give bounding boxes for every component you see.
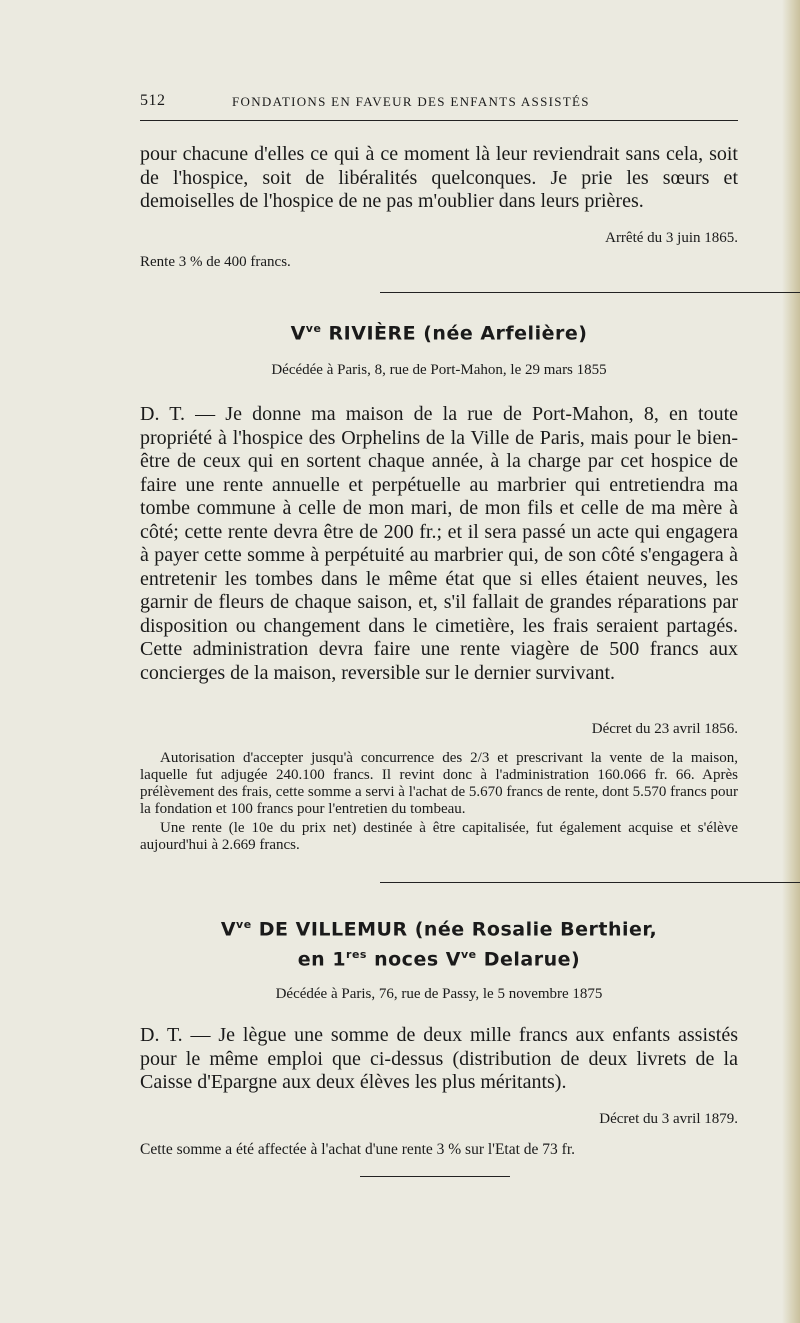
section-title-riviere: $V^{ve}$ RIVIÈRE (née Arfelière) [290, 322, 588, 345]
rente-note: Rente 3 % de 400 francs. [140, 254, 291, 270]
bottom-rule [360, 1176, 510, 1177]
deces-riviere: Décédée à Paris, 8, rue de Port-Mahon, le 29 mars 1855 [271, 362, 607, 378]
note-autorisation: Autorisation d'accepter jusqu'à concurrence des 2/3 et prescrivant la vente de la maison, laquelle fut adjugée 240.100 francs. Il revint donc à l'administration 160.066 fr. 66. Après prélèvement des frais, cette somme a servi à l'achat de 5.670 francs de rente, dont 5.570 francs pour la fondation et 100 francs pour l'entretien du tombeau. [140, 750, 738, 817]
testament-riviere: D. T. — Je donne ma maison de la rue de Port-Mahon, 8, en toute propriété à l'hospice des Orphelins de la Ville de Paris, mais pour le bien-être de ceux qui en sortent chaque année, à la charge par cet hospice de faire une rente annuelle et perpétuelle au marbrier qui entretiendra ma tombe commune à celle de mon mari, de mon fils et celle de ma mère à côté; cette rente devra être de 200 fr.; et il sera passé un acte qui engagera à payer cette somme à perpétuité au marbrier qui, de son côté s'engagera à entretenir les tombes dans le même état que si elles étaient neuves, les garnir de fleurs de chaque saison, et, s'il fallait de grandes réparations par disposition ou changement dans le cimetière, les frais seraient partagés. Cette administration devra faire une rente viagère de 500 francs aux concierges de la maison, reversible sur le dernier survivant. [140, 403, 738, 684]
section-divider [380, 292, 800, 293]
decret-villemur: Décret du 3 avril 1879. [599, 1111, 738, 1127]
section-title-villemur-line2: en 1res noces $V^{ve}$ Delarue) [297, 948, 581, 971]
decret-riviere: Décret du 23 avril 1856. [591, 721, 738, 737]
arrete-date: Arrêté du 3 juin 1865. [605, 230, 738, 246]
header-rule [140, 120, 738, 121]
note-villemur: Cette somme a été affectée à l'achat d'une rente 3 % sur l'Etat de 73 fr. [140, 1141, 576, 1158]
page-number: 512 [140, 92, 166, 109]
running-title: FONDATIONS EN FAVEUR DES ENFANTS ASSISTÉS [232, 94, 590, 109]
running-head [140, 92, 740, 112]
section-divider [380, 882, 800, 883]
continuation-paragraph: pour chacune d'elles ce qui à ce moment là leur reviendrait sans cela, soit de l'hospice, soit de libéralités quelconques. Je prie les sœurs et demoiselles de l'hospice de ne pas m'oublier dans leurs prières. [140, 143, 738, 212]
deces-villemur: Décédée à Paris, 76, rue de Passy, le 5 novembre 1875 [275, 986, 603, 1002]
note-rente-viagere: Une rente (le 10e du prix net) destinée à être capitalisée, fut également acquise et s'élève aujourd'hui à 2.669 francs. [140, 820, 738, 853]
section-title-villemur-line1: $V^{ve}$ DE VILLEMUR (née Rosalie Berthier, [220, 918, 658, 941]
testament-villemur: D. T. — Je lègue une somme de deux mille francs aux enfants assistés pour le même emploi que ci-dessus (distribution de deux livrets de la Caisse d'Epargne aux deux élèves les plus méritants). [140, 1024, 738, 1093]
page-edge-shadow [782, 0, 800, 1323]
